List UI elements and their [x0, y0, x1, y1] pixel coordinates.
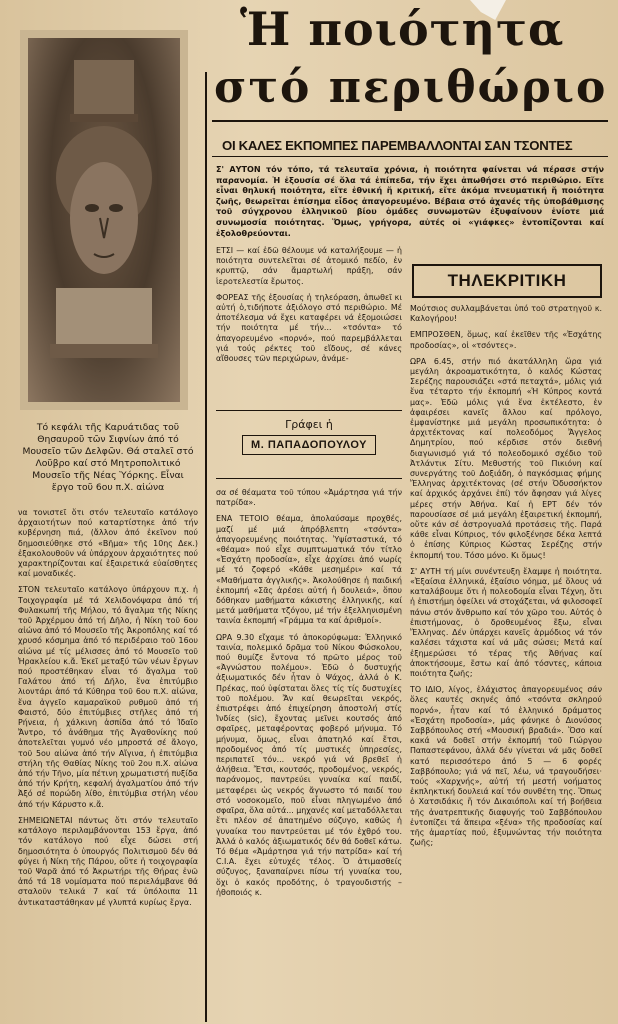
author-name: Μ. ΠΑΠΑΔΟΠΟΥΛΟΥ — [242, 435, 376, 455]
right-paragraph: ΕΜΠΡΟΣΘΕΝ, ὅμως, καί ἐκεῖθεν τῆς «Ἐσχάτης προδοσίας», οἱ «τσόντες». — [410, 330, 602, 350]
headline-line-1: Ἡ ποιότητα — [240, 2, 565, 56]
column-label: ΤΗΛΕΚΡΙΤΙΚΗ — [412, 264, 602, 298]
left-paragraph: ΣΗΜΕΙΩΝΕΤΑΙ πάντως ὅτι στόν τελευταῖο κατάλογο περιλαμβάνονται 153 ἔργα, ἀπό τόν κατάλογο πού εἶχε δώσει στή δημοσιότητα ὁ ὑπουργός Πολιτισμοῦ δέν θά φύγει ἡ Νίκη τῆς Πάρου, οὔτε ἡ τοιχογραφία τοῦ Ψαρᾶ ἀπό τό Ἀκρωτήρι τῆς Θήρας ἐνῶ ἀπό τά 18 νομίσματα πού περιελάμβανε θά σταλοῦν τελικά 7 καί τά ὑπόλοιπα 11 ἀντικαταστάθηκαν μέ γλυπτά κυρίως ἔργα. — [18, 815, 198, 907]
middle-column-top — [216, 246, 402, 370]
byline — [216, 418, 402, 455]
subtitle: ΟΙ ΚΑΛΕΣ ΕΚΠΟΜΠΕΣ ΠΑΡΕΜΒΑΛΛΟΝΤΑΙ ΣΑΝ ΤΣΟΝΤΕΣ — [222, 138, 573, 153]
column-divider — [205, 72, 207, 1022]
byline-rule-bottom — [216, 478, 402, 479]
byline-prefix: Γράφει ἡ — [285, 418, 333, 431]
middle-paragraph: ΕΤΣΙ — καί ἐδῶ θέλουμε νά καταλήξουμε — ἡ ποιότητα συντελεῖται σέ ἀτομικό πεδίο, ἐν κρυπτῷ, σάν ἄμαρτωλή πράξη, σάν ἱεροτελεστία ἔρωτος. — [216, 246, 402, 286]
left-column — [18, 508, 198, 914]
right-paragraph: Μούτσιος συλλαμβάνεται ὑπό τοῦ στρατηγοῦ κ. Καλογήρου! — [410, 304, 602, 324]
left-paragraph: ΣΤΟΝ τελευταῖο κατάλογο ὑπάρχουν π.χ. ἡ Τοιχογραφία μέ τά Χελιδονόψαρα ἀπό τή Φυλακωπή τῆς Μήλου, τό ἄγαλμα τῆς Νίκης τοῦ Ἀρχέρμου ἀπό τή Δῆλο, ἡ Νίκη τοῦ 6ου αἰώνα ἀπό τό Μουσεῖο τῆς Ἀκροπόλης καί τό χρυσό κόσμημα ἀπό τό περιδέραιο τοῦ 16ου αἰώνα μέ τίς μέλισσες ἀπό τό Μουσεῖο τοῦ Ἡρακλείου κ.ἄ. Ἐκεῖ μεταξύ τῶν νέων ἔργων πού προστέθηκαν εἶναι τό ἄγαλμα τοῦ Γαλάτου ἀπό τή Δῆλο, ἕνα ἐπιτύμβιο λιοντάρι ἀπό τά Κύθηρα τοῦ 6ου π.Χ. αἰώνα, ἕνα ἀγγεῖο καμαραϊκοῦ ρυθμοῦ ἀπό τή Φαιστό, δύο ἐπιτύμβιες στῆλες ἀπό τή Ρήνεια, ἡ χάλκινη ἀσπίδα ἀπό τό Ἰδαῖο Ἄντρο, τό ἀνάθημα τῆς Ἀγαθονίκης πού ἀποτελεῖται γυμνό νέο μπροστά σέ ἄλογο, τοῦ 5ου αἰώνα ἀπό τήν Αἴγινα, ἡ ἐπιτύμβια στήλη τῆς Θαθίας Νίκης τοῦ 2ου π.Χ. αἰώνα ἀπό τήν Τῆνο, μία πέτινη χρωματιστή πυξίδα ἀπό τήν Κρήτη, κεφαλή ἀγαλματίου ἀπό τήν Ἀξό σέ πορώδη λίθο, ἐπιτύμβια στήλη νέου ἀπό τήν Κάρυστο κ.ἄ. — [18, 585, 198, 809]
intro-paragraph: Σ' ΑΥΤΟΝ τόν τόπο, τά τελευταῖα χρόνια, ἡ ποιότητα φαίνεται νά πέρασε στήν παρανομία. Ἡ ἐξουσία σέ ὅλα τά ἐπίπεδα, τήν ἔχει ἀπωθήσει στό περιθώριο. Εἴτε εἶναι θηλυκή ποιότητα, εἴτε ἐθνική ἤ κριτική, εἴτε ἀκόμα πνευματική ἤ ποιότητα ζωῆς, θεωρεῖται ἐπίσημα εἶδος ἀπαγορευμένο. Βέβαια στό ἀχανές τῆς ὑποβάθμισης τοῦ σύγχρονου ἑλληνικοῦ βίου ὁμάδες συνωμοτῶν ἐξυφαίνουν ἐνίοτε μιά συνωμοσία ποιότητας. Ὅμως, γρήγορα, αὐτές οἱ «γιάφκες» ἐντοπίζονται καί ἐξολοθρεύονται. — [216, 164, 604, 238]
caryatid-photo — [20, 30, 188, 410]
headline-line-2: στό περιθώριο — [214, 62, 608, 113]
middle-paragraph: ΩΡΑ 9.30 εἴχαμε τό ἀποκορύφωμα: Ἑλληνικό ταινία, πολεμικό δρᾶμα τοῦ Νίκου Φώσκολου, πού θυμίζε ἔντονα τό πρῶτο μέρος τοῦ «Ἀγνώστου πολέμου». Ἐδῶ ὁ δυστυχής ἀξιωματικός δέν ἦταν ὁ Ψάχος, ἀλλά ὁ Κ. Πρέκας, πού ὑφίσταται ὅλες τίς τίς δυστυχίες τοῦ πολέμου. Ἄν καί θεωρεῖται νεκρός, ἐπιστρέφει ἀπό ἐπιχείρηση ἀποστολή στίς Ἰνδίες (sic), ἔχοντας μεῖνει κουτσός ἀπό σφαῖρες, μεταφέροντας φοβερό μήνυμα. Τό μήνυμα, ὅμως, εἶναι ἀπατηλό καί ἔτσι, προδομένος ἀπό τίς μυστικές ὑπηρεσίες, περιπατεῖ τόν... νεκρό γιά νά βρεθεῖ ἡ ἀλήθεια. Ἔτσι, κουτσός, προδομένος, νεκρός, παράνομος, παντρεύει γυναίκα καί παιδί, μεταφέρει ὡς νεκρός ἄγνωστο τό παιδί του στό νοσοκομεῖο, ποῦ εἶναι πληγωμένο ἀπό σφαῖρα, ὅλα αὐτά... μηχανές καί μεταδόλλεται ἔτι πλέον σέ ἀπατημένο σύζυγο, καθώς ἡ γυναίκα του παντρεύεται μέ τόν ἐχθρό του. Ἀλλά ὁ καλός ἀξιωματικός δέν θά δοθεῖ κάτω. Τό θέμα «Ἀμάρτησα γιά τήν πατρίδα» καί τή C.I.A. ἔχει εὐτυχές τέλος. Ὁ ἀτιμασθείς σύζυγος, ξαναπαίρνει πίσω τή γυναίκα του, ὅχι ὁ κακός προδότης, ὁ τραγουδιστής –ἠθοποιός κ. — [216, 632, 403, 897]
middle-paragraph: σα σέ θέαματα τοῦ τύπου «Ἀμάρτησα γιά τήν πατρίδα». — [216, 488, 402, 508]
subtitle-rule — [212, 156, 608, 157]
middle-paragraph: ΦΟΡΕΑΣ τῆς ἐξουσίας ἡ τηλεόραση, ἀπωθεῖ κι αὐτή ὁ,τιδήποτε ἀξιόλογο στό περιθώριο. Μέ ἀποτέλεσμα νά ἔχει καταφέρει νά ἐξομοιώσει τήν ποιότητα μέ τήν... «τσόντα» τό ἀπαγορευμένο «πορνό», πού παρεμβάλλεται γιά τούς ρέκτες τοῦ εἴδους, σέ κάνες αἴθουσες τῶν περιχώρων, ἀνάμε- — [216, 292, 402, 364]
photo-caption: Τό κεφάλι τῆς Καρυάτιδας τοῦ Θησαυροῦ τῶν Σιφνίων ἀπό τό Μουσεῖο τῶν Δελφῶν. Θά σταλεῖ στό Λοῦβρο καί στό Μητροπολιτικό Μουσεῖο τῆς Νέας Ὑόρκης. Εἶναι ἔργο τοῦ 6ου π.Χ. αἰώνα — [22, 422, 194, 493]
middle-paragraph: ΕΝΑ ΤΕΤΟΙΟ θέαμα, ἀπολαύσαμε προχθές, μαζί μέ μιά ἀπρόβλεπτη «τσόντα» ἀπαγορευμένης ποιότητας. Ὑψίσταστικά, τό «θέαμα» πού εἶχε συμπτωματικά τόν τίτλο «Ἐσχάτη προδοσία», εἶχε ἀρχίσει ἀπό νωρίς μέ τό ζοφερό «Κάθε μεσημέρι» καί τά «Μαθήματα ἀγγλικῆς». Ἀκολούθησε ἡ παιδική ἐκπομπή «Σᾶς ἀρέσει αὐτή ἡ δουλειά», ὅπου δόθηκαν μαθήματα κάκιστης ἑλληνικῆς, καί μετά μαθήματα τζόγου, μέ τήν ἐξελληνισμένη ταινία ἐκπομπή «Γράμμα τα καί ἀριθμοί». — [216, 514, 402, 626]
right-paragraph: ΤΟ ΙΔΙΟ, λίγος, ἐλάχιστος ἀπαγορευμένος σάν ὅλες καυτές σκηνές ἀπό «τσόντα σκληρού πορνό», ἦταν καί τό ἑλληνικό δράματος «Ἐσχάτη προδοσία», μάς φάνηκε ὁ Διονύσος Σαββόπουλος στή «Μουσική βραδιά». Ὅσο καί κακά νά δοθεῖ στήν ἐκπομπή τοῦ Γιώργου Παπαστεφάνου, ἀλλά δέν γίνεται νά μᾶς δοθεῖ κατό περισσότερο ἀπό 5 — 6 φορές Σαββόπουλο; γιά νά πεῖ, λέω, νά τραγουδήσει· τούς «Χαρχνής», αὐτή τή μεστή νοήματος ἐκπληκτική δουλειά καί τόν συνθέτη της. Ὅπως ὁ Χατσιδάκις ἤ τόν Δικαιόπολι καί τή βοήθεια τῆς ἀνατρεπτικῆς διαφυγής τοῦ Σαββόπουλου ἐντοπίζει τά ἄπειρα «ξένα» τῆς προδοσίας καί τῆς ἀμαρτίας πού, ἐξυμνώντας τήν ποιότητα ζωῆς; — [410, 685, 602, 848]
middle-column-bottom — [216, 488, 402, 904]
headline-rule — [212, 120, 608, 122]
caryatid-head-image — [50, 58, 158, 358]
right-column — [410, 304, 602, 854]
left-paragraph: να τονιστεῖ ὅτι στόν τελευταῖο κατάλογο ἀρχαιοτήτων πού καταρτίστηκε ἀπό τήν κυβέρνηση πιά, (ἄλλον ἀπό ἐκεῖνον πού δημοσιεύθηκε στό «Βῆμα» τῆς 10ης Δεκ.) ἐξακολουθοῦν νά ὑπάρχουν ἀρχαιότητες πού χαρακτηρίζονται καί ἐξαιρετικά εὐαίσθητες καί μοναδικές. — [18, 508, 198, 579]
right-paragraph: ΩΡΑ 6.45, στήν πιό ἀκατάλληλη ὥρα γιά μεγάλη ἀκροαματικότητα, ὁ καλός Κώστας Σερέζης παρουσιάζει «στά πεταχτά», μόλις γιά ἕνα τέταρτο τήν ἐκπομπή «Ἡ Κύπρος κοντά μας». Ἐδῶ μόλις γιά ἕνα ἐκτέλεστο, ἐν ἀφαιρέσει κανεῖς ἄλλου καί πρόλογο, ἐμφανίστηκε μιά μεγάλη προσωπικότητα: ὁ ἀρχιτέκτονας καί πολεοδόμος Ἄγγελος Δημητρίου, πού κέρδισε στόν διεθνή διαγωνισμό γιά τό πολεοδομικό σχέδιο τοῦ Ἀτλάντικ Σίτυ. Μεθυστής τοῦ Πικιόνη καί συνεργάτης τοῦ Δοξιάδη, ὁ παγκόσμιας φήμης Ἕλληνας ἀρχιτέκτονας (σέ στήν Ὀδυσσήκτον καί ἀρχικός ἀρχάνει ἐπί) τόν ἄφησαν γιά λίγες μέρες στήν Ἀθήνα. Καί ἡ ΕΡΤ δέν τόν παρουσίασε σέ μιά μεγάλη ἐξαιρετική ἐκπομπή, οὔτε κάν σέ ἀστρογυαλά προτάσεις τῆς. Παρά κάθε εἶναι Κύπριος, τόν φιλοξένησε δέκα λεπτά ὁ ἐπίσης Κύπριος Κώστας Σερέζης στήν ἐκπομπή του. Τόσο μόνο. Κι ὅμως! — [410, 356, 602, 560]
right-paragraph: Σ' ΑΥΤΗ τή μίνι συνέντευξη ἔλαμψε ἡ ποιότητα. «Ἐξαίσια ἑλληνικά, ἐξαίσιο νόημα, μέ ὅλους νά καταλάβουμε ὅτι ἡ πολεοδομία εἶναι Τέχνη, ὅτι ἡ ἐπιστήμη ὀφείλει νά στοχάζεται, νά φιλοσοφεῖ πάνω στόν ἄνθρωπο καί τόν χῶρο του. Αὐτός ὁ ἐπιστήμονας, ὁ δροθευμένος ἔξω, εἶναι Ἕλληνας. Δέν ὑπάρχει κανεῖς ἁρμόδιος νά τόν καλέσει τάχιστα καί νά μᾶς σώσει; Μετά καί ἐξημερώσει τό τέρας τῆς Ἀθήνας καί ἀποκτήσουμε, ἔστω καί ἀπό τόσντες, κάποια ποιότητα ζωῆς; — [410, 566, 602, 678]
byline-rule — [216, 410, 402, 411]
